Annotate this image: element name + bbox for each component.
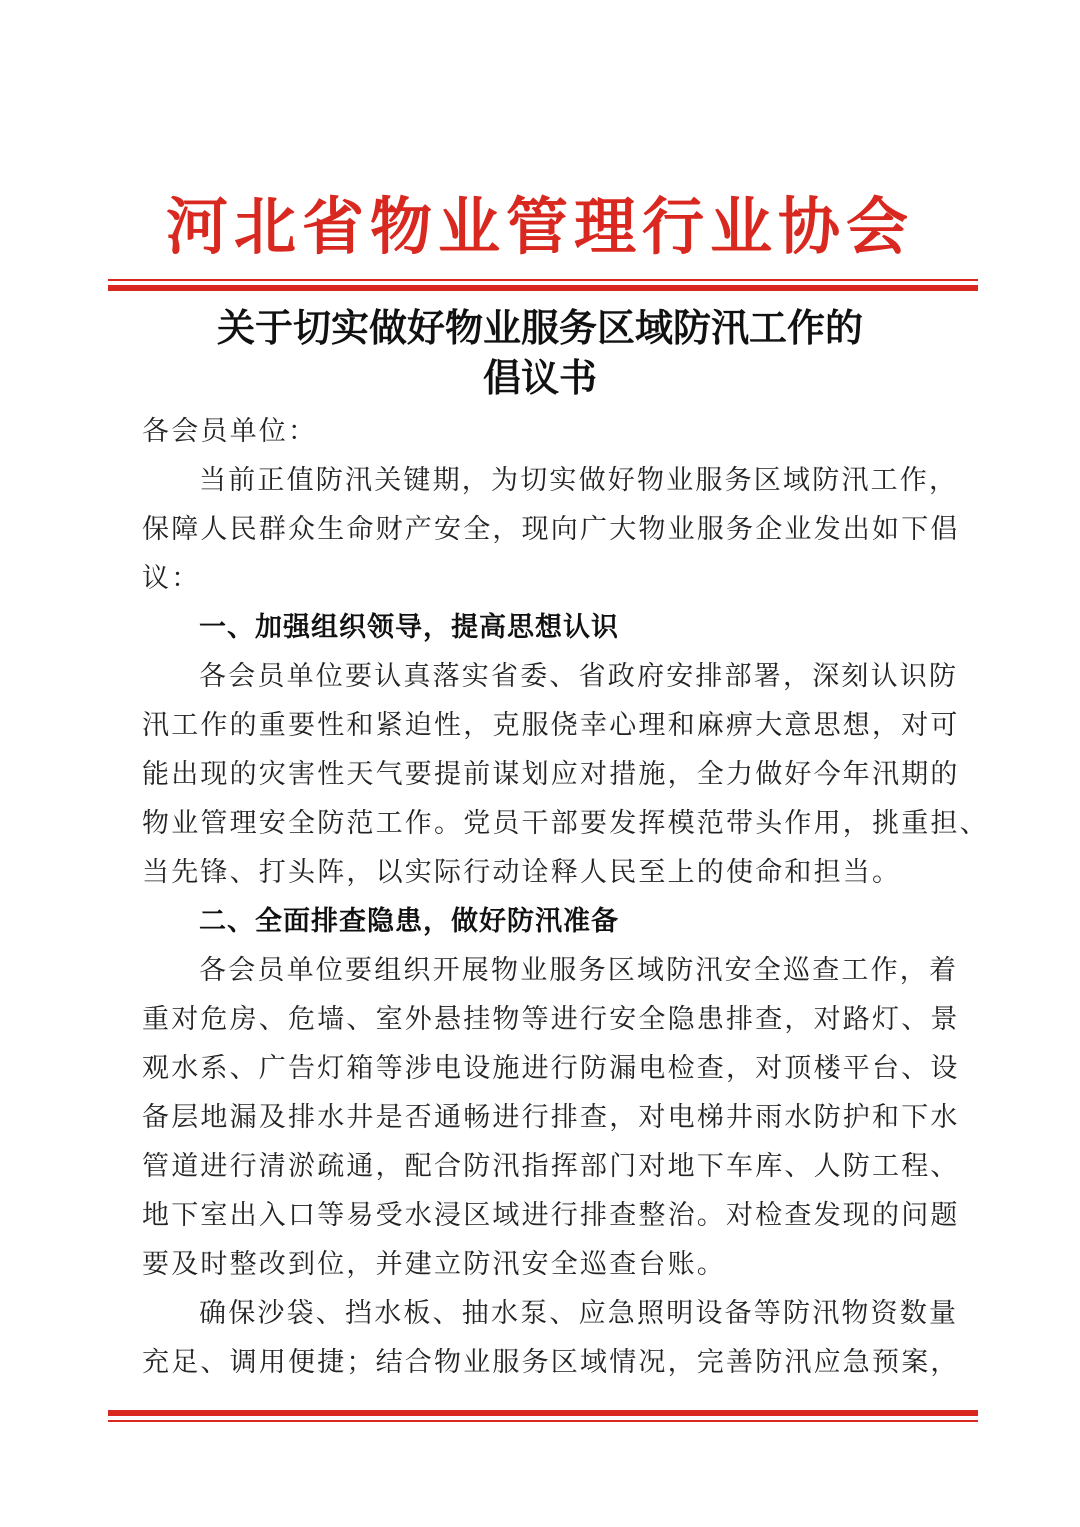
section-2-line: 各会员单位要组织开展物业服务区域防汛安全巡查工作，着 bbox=[199, 955, 959, 986]
letterhead-organization-name: 河北省物业管理行业协会 bbox=[165, 190, 914, 263]
salutation: 各会员单位： bbox=[142, 416, 318, 447]
intro-line: 当前正值防汛关键期，为切实做好物业服务区域防汛工作， bbox=[199, 465, 959, 496]
section-1-line: 当先锋、打头阵，以实际行动诠释人民至上的使命和担当。 bbox=[142, 857, 902, 888]
section-1-heading: 一、加强组织领导，提高思想认识 bbox=[199, 612, 619, 643]
section-1-line: 汛工作的重要性和紧迫性，克服侥幸心理和麻痹大意思想，对可 bbox=[142, 710, 960, 741]
intro-line: 议： bbox=[142, 563, 201, 594]
section-1-line: 各会员单位要认真落实省委、省政府安排部署，深刻认识防 bbox=[199, 661, 959, 692]
letterhead-rule-thick bbox=[108, 285, 978, 291]
section-2-line: 备层地漏及排水井是否通畅进行排查，对电梯井雨水防护和下水 bbox=[142, 1102, 960, 1133]
footer-rule-thick bbox=[108, 1410, 978, 1416]
letterhead-rule-thin bbox=[108, 279, 978, 281]
section-2-paragraph-2-line: 充足、调用便捷；结合物业服务区域情况，完善防汛应急预案， bbox=[142, 1347, 960, 1378]
section-2-line: 要及时整改到位，并建立防汛安全巡查台账。 bbox=[142, 1249, 726, 1280]
section-2-paragraph-2-line: 确保沙袋、挡水板、抽水泵、应急照明设备等防汛物资数量 bbox=[199, 1298, 959, 1329]
section-2-line: 重对危房、危墙、室外悬挂物等进行安全隐患排查，对路灯、景 bbox=[142, 1004, 960, 1035]
section-1-line: 物业管理安全防范工作。党员干部要发挥模范带头作用，挑重担、 bbox=[142, 808, 989, 839]
intro-line: 保障人民群众生命财产安全，现向广大物业服务企业发出如下倡 bbox=[142, 514, 960, 545]
section-2-line: 地下室出入口等易受水浸区域进行排查整治。对检查发现的问题 bbox=[142, 1200, 960, 1231]
section-2-line: 观水系、广告灯箱等涉电设施进行防漏电检查，对顶楼平台、设 bbox=[142, 1053, 960, 1084]
document-title-line-2: 倡议书 bbox=[482, 355, 597, 400]
document-title-line-1: 关于切实做好物业服务区域防汛工作的 bbox=[216, 305, 863, 350]
section-2-line: 管道进行清淤疏通，配合防汛指挥部门对地下车库、人防工程、 bbox=[142, 1151, 960, 1182]
section-2-heading: 二、全面排查隐患，做好防汛准备 bbox=[199, 906, 619, 937]
footer-rule-thin bbox=[108, 1420, 978, 1422]
section-1-line: 能出现的灾害性天气要提前谋划应对措施，全力做好今年汛期的 bbox=[142, 759, 960, 790]
